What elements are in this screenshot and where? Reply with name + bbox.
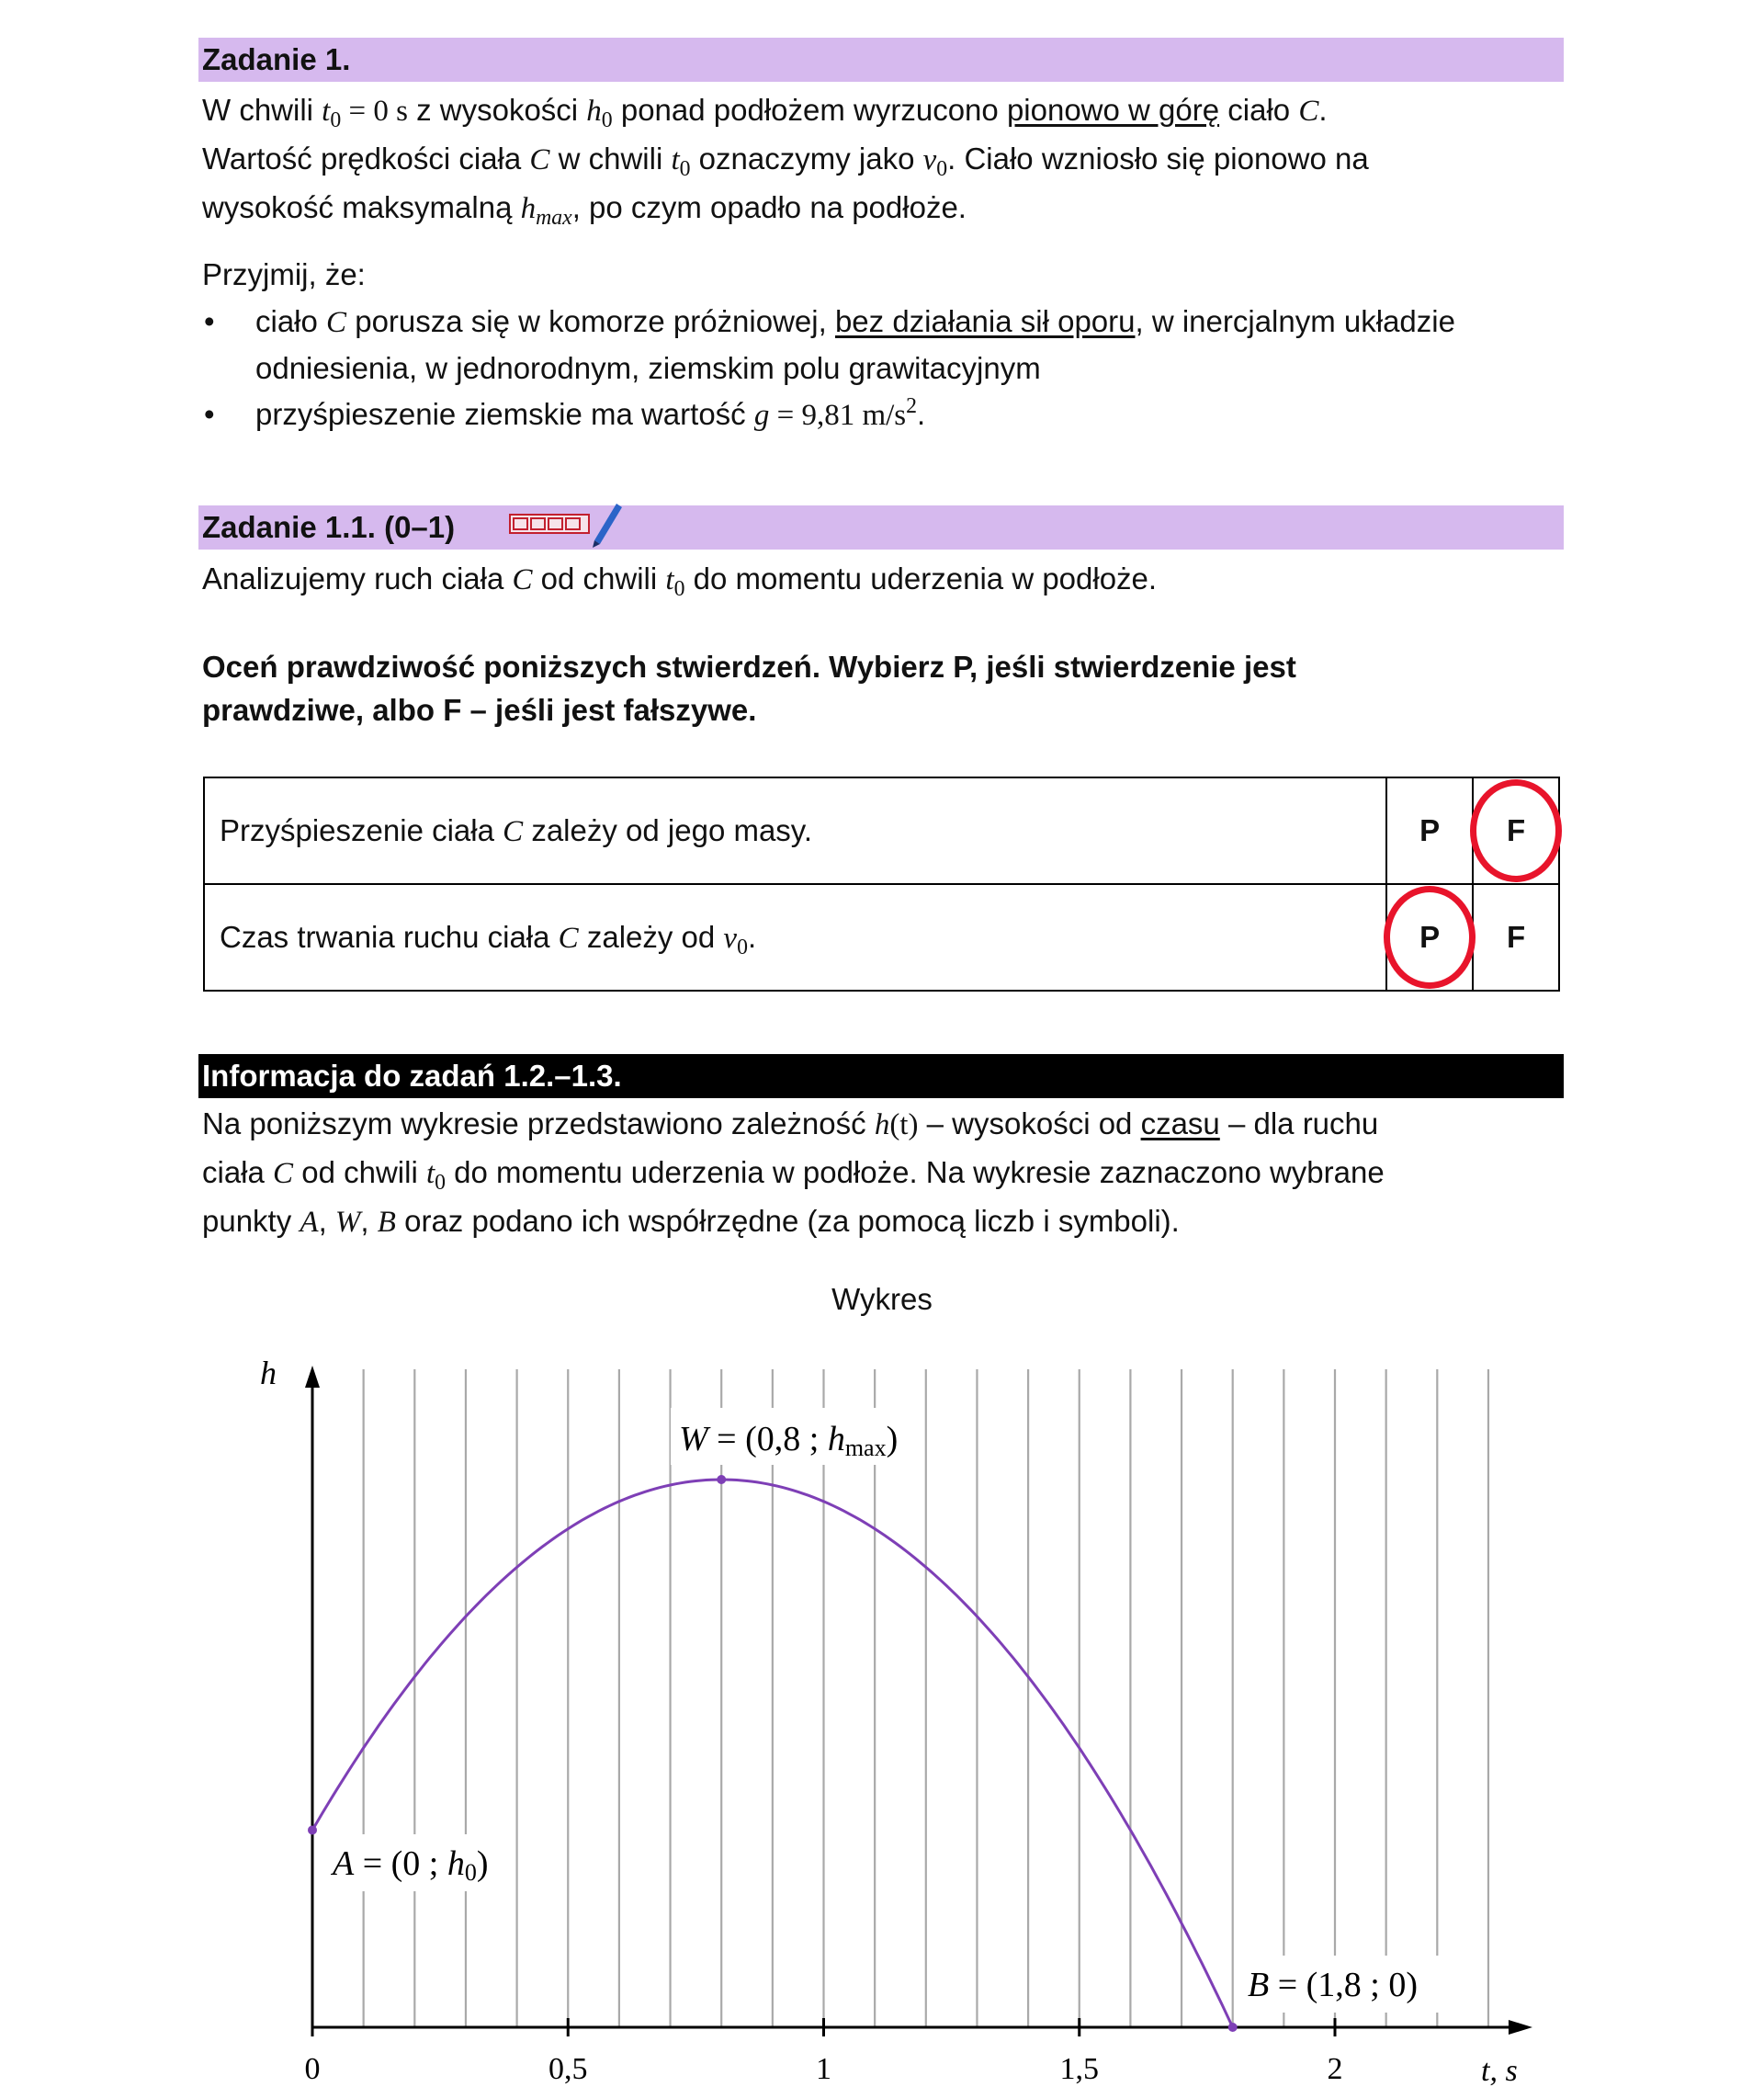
task-1-title: Zadanie 1. (202, 42, 351, 76)
x-tick-label: 2 (1327, 2052, 1343, 2086)
data-point-b (1228, 2023, 1238, 2032)
task-1-line-1: W chwili $t_0 = 0$ s z wysokości $h_0$ ponad podłożem wyrzucono pionowo w górę ciało C. (202, 93, 1328, 133)
info-title: Informacja do zadań 1.2.–1.3. (202, 1059, 622, 1093)
info-line-3: punkty A, W, B oraz podano ich współrzędne (za pomocą liczb i symboli). (202, 1204, 1180, 1239)
point-a-label: A = (0 ; h0) (333, 1844, 489, 1886)
task-1-1-instruction: Oceń prawdziwość poniższych stwierdzeń. Wybierz P, jeśli stwierdzenie jest prawdziwe, albo F – jeśli jest fałszywe. (202, 650, 1296, 727)
x-axis-arrow (1509, 2020, 1532, 2035)
statement-1: Przyśpieszenie ciała C zależy od jego masy. (204, 777, 1386, 884)
info-line-2: ciała C od chwili $t_0$ do momentu uderzenia w podłoże. Na wykresie zaznaczono wybrane (202, 1155, 1385, 1196)
statement-1-option-p[interactable]: P (1386, 777, 1473, 884)
y-axis-label: h (260, 1355, 277, 1391)
point-b-label: B = (1,8 ; 0) (1248, 1966, 1419, 2004)
statement-2-option-p[interactable]: P (1386, 884, 1473, 991)
statement-2: Czas trwania ruchu ciała C zależy od $v_0$. (204, 884, 1386, 991)
data-point-a (308, 1825, 317, 1834)
chart-axes (305, 1366, 1532, 2035)
chart-title: Wykres (831, 1282, 933, 1316)
statement-1-option-f[interactable]: F (1473, 777, 1559, 884)
x-axis-label: t, s (1481, 2054, 1518, 2087)
info-line-1: Na poniższym wykresie przedstawiono zależność h(t) – wysokości od czasu – dla ruchu (202, 1106, 1379, 1141)
x-tick-label: 0 (304, 2052, 321, 2086)
x-tick-label: 0,5 (548, 2052, 588, 2086)
statement-2-option-f[interactable]: F (1473, 884, 1559, 991)
assumption-item-2: • przyśpieszenie ziemskie ma wartość g = 9,81 $m/s^2$. (204, 393, 926, 432)
point-w-label: W = (0,8 ; hmax) (679, 1420, 899, 1461)
y-axis-arrow (305, 1366, 320, 1388)
x-tick-label: 1,5 (1059, 2052, 1099, 2086)
assumptions-label: Przyjmij, że: (202, 257, 366, 291)
assumption-item-1: • ciało C porusza się w komorze próżniowej, bez działania sił oporu, w inercjalnym układzie odniesienia, w jednorodnym, ziemskim polu grawitacyjnym (204, 304, 1455, 385)
task-1-line-2: Wartość prędkości ciała C w chwili $t_0$ oznaczymy jako $v_0$. Ciało wzniosło się pionowo na (202, 142, 1369, 182)
task-1-1-title: Zadanie 1.1. (0–1) (202, 510, 456, 544)
chart-grid (364, 1369, 1488, 2027)
x-tick-label: 1 (816, 2052, 831, 2086)
task-1-line-3: wysokość maksymalną $h_{max}$, po czym opadło na podłoże. (202, 190, 967, 231)
data-point-w (717, 1475, 726, 1484)
task-1-1-intro: Analizujemy ruch ciała C od chwili $t_0$ do momentu uderzenia w podłoże. (202, 561, 1158, 602)
